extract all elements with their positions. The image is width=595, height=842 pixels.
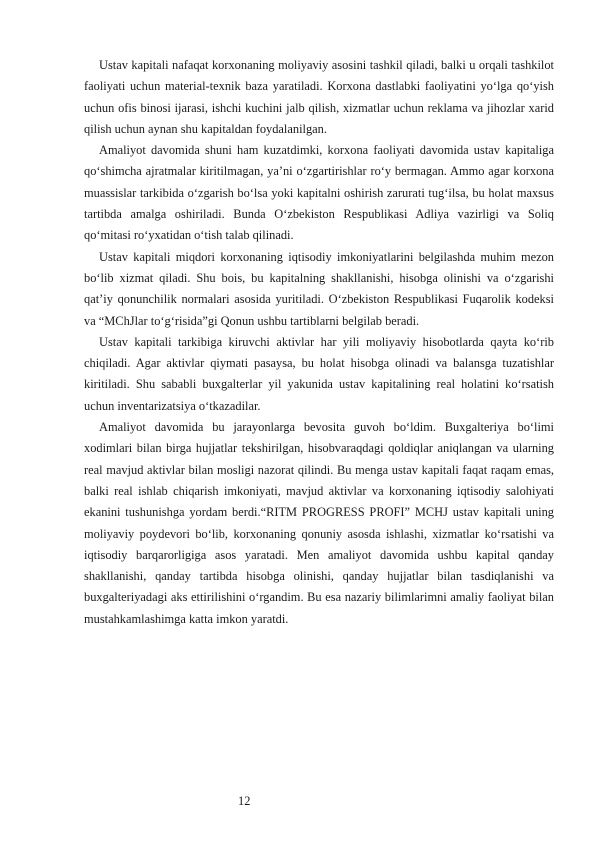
- paragraph-1: Ustav kapitali nafaqat korxonaning moliyaviy asosini tashkil qiladi, balki u orqali tashkilot faoliyati uchun material-texnik baza yaratiladi. Korxona dastlabki faoliyatini yo‘lga qo‘yish uchun ofis binosi ijarasi, ishchi kuchini jalb qilish, xizmatlar uchun reklama va jihozlar xarid qilish uchun aynan shu kapitaldan foydalanilgan.: [84, 58, 554, 136]
- paragraph-4: Ustav kapitali tarkibiga kiruvchi aktivlar har yili moliyaviy hisobotlarda qayta ko‘rib chiqiladi. Agar aktivlar qiymati pasaysa, bu holat hisobga olinadi va balansga tuzatishlar kiritiladi. Shu sababli buxgalterlar yil yakunida ustav kapitalining real holatini ko‘rsatish uchun inventarizatsiya o‘tkazadilar.: [84, 334, 554, 413]
- paragraph-3: Ustav kapitali miqdori korxonaning iqtisodiy imkoniyatlarini belgilashda muhim mezon bo‘lib xizmat qiladi. Shu bois, bu kapitalning shakllanishi, hisobga olinishi va o‘zgarishi qat’iy qonunchilik normalari asosida yuritiladi. O‘zbekiston Respublikasi Fuqarolik kodeksi va “MChJlar to‘g‘risida”gi Qonun ushbu tartiblarni belgilab beradi.: [84, 249, 554, 328]
- body-text: [84, 55, 554, 630]
- paragraph-2: Amaliyot davomida shuni ham kuzatdimki, korxona faoliyati davomida ustav kapitaliga qo‘shimcha ajratmalar kiritilmagan, ya’ni o‘zgartirishlar ro‘y bermagan. Ammo agar korxona muassislar tarkibida o‘zgarish bo‘lsa yoki kapitalni oshirish zarurati tug‘ilsa, bu holat maxsus tartibda amalga oshiriladi. Bunda O‘zbekiston Respublikasi Adliya vazirligi va Soliq qo‘mitasi ro‘yxatidan o‘tish talab qilinadi.: [84, 143, 554, 243]
- paragraph-5: Amaliyot davomida bu jarayonlarga bevosita guvoh bo‘ldim. Buxgalteriya bo‘limi xodimlari bilan birga hujjatlar tekshirilgan, hisobvaraqdagi qoldiqlar aniqlangan va ularning real mavjud aktivlar bilan mosligi nazorat qilindi. Bu menga ustav kapitali faqat raqam emas, balki real ishlab chiqarish imkoniyati, mavjud aktivlar va korxonaning iqtisodiy salohiyati ekanini tushunishga yordam berdi.“RITM PROGRESS PROFI” MCHJ ustav kapitali uning moliyaviy poydevori bo‘lib, korxonaning qonuniy asosda ishlashi, xizmatlar ko‘rsatishi va iqtisodiy barqarorligiga asos yaratadi. Men amaliyot davomida ushbu kapital qanday shakllanishi, qanday tartibda hisobga olinishi, qanday hujjatlar bilan tasdiqlanishi va buxgalteriyadagi aks ettirilishini o‘rgandim. Bu esa nazariy bilimlarimni amaliy faoliyat bilan mustahkamlashimga katta imkon yaratdi.: [84, 420, 554, 626]
- page-number: 12: [238, 794, 251, 808]
